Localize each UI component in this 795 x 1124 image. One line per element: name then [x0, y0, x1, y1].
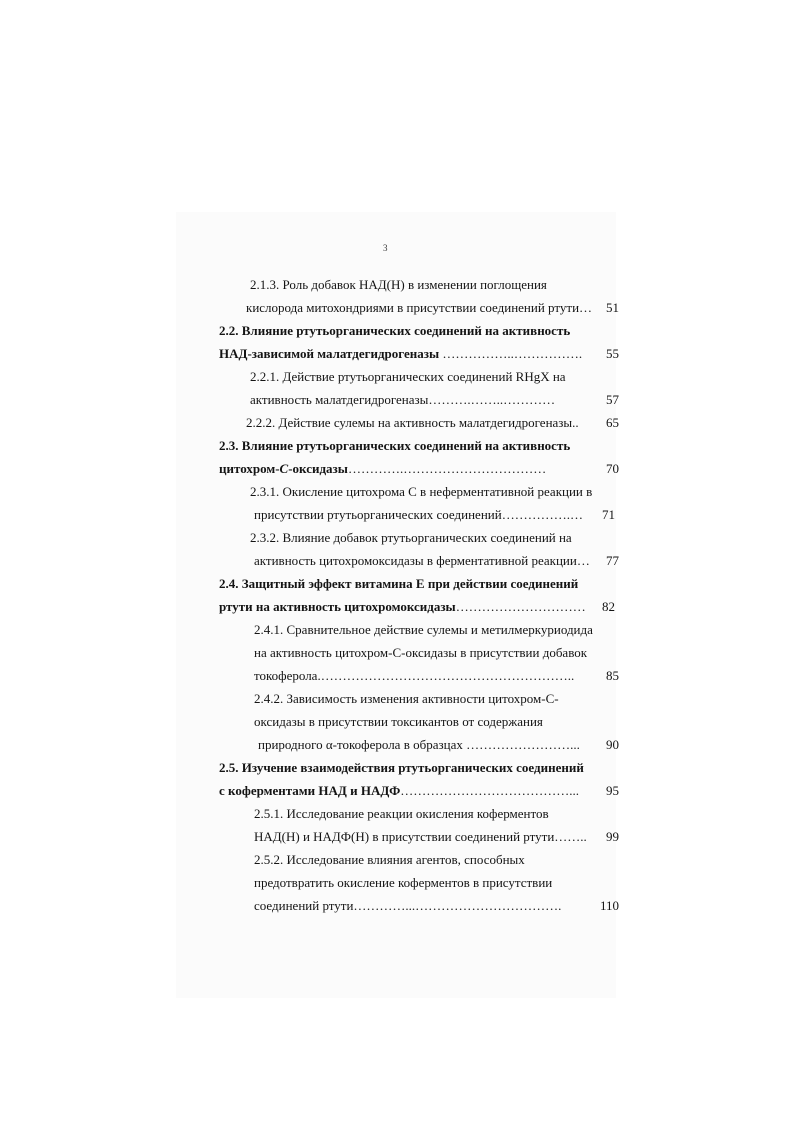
toc-line: цитохром-C-оксидазы………….……………………………	[219, 461, 547, 476]
toc-page-number: 110	[599, 898, 619, 913]
toc-line: предотвратить окисление коферментов в присутствии	[254, 875, 553, 890]
toc-line: 2.5.1. Исследование реакции окисления коферментов	[254, 806, 549, 821]
toc-line: 2.4.2. Зависимость изменения активности цитохром-C-	[254, 691, 559, 706]
toc-line: кислорода митохондриями в присутствии соединений ртути…	[246, 300, 593, 315]
toc-line: ртути на активность цитохромоксидазы…………………………	[219, 599, 586, 614]
toc-line: 2.2.1. Действие ртутьорганических соединений RHgX на	[250, 369, 566, 384]
toc-line: 2.5. Изучение взаимодействия ртутьорганических соединений	[219, 760, 584, 775]
toc-line: активность цитохромоксидазы в ферментативной реакции…	[254, 553, 590, 568]
toc-page-number: 65	[606, 415, 619, 430]
toc-page-number: 82	[602, 599, 615, 614]
toc-page-number: 99	[606, 829, 619, 844]
toc-line: 2.3.1. Окисление цитохрома C в неферментативной реакции в	[250, 484, 593, 499]
toc-line-bold: цитохром-C-оксидазы	[219, 461, 348, 476]
toc-page-number: 55	[606, 346, 619, 361]
toc-page-number: 77	[606, 553, 619, 568]
toc-line: природного α-токоферола в образцах ……………………...	[258, 737, 580, 752]
toc-line: 2.4. Защитный эффект витамина E при действии соединений	[219, 576, 579, 591]
toc-line: оксидазы в присутствии токсикантов от содержания	[254, 714, 543, 729]
toc-line: токоферола.…………………………………………………..	[254, 668, 575, 683]
toc-line-bold: с коферментами НАД и НАДФ	[219, 783, 401, 798]
toc-page-number: 71	[602, 507, 615, 522]
toc-page-number: 70	[606, 461, 619, 476]
toc-line-bold: НАД-зависимой малатдегидрогеназы	[219, 346, 440, 361]
toc-page-number: 51	[606, 300, 619, 315]
toc-line: НАД-зависимой малатдегидрогеназы ……………..…………….	[219, 346, 583, 361]
toc-line: присутствии ртутьорганических соединений…………….…	[254, 507, 583, 522]
toc-page-number: 57	[606, 392, 619, 407]
toc-page-number: 90	[606, 737, 619, 752]
toc-line: НАД(Н) и НАДФ(Н) в присутствии соединений ртути……..	[254, 829, 587, 844]
toc-line: 2.3.2. Влияние добавок ртутьорганических соединений на	[250, 530, 572, 545]
toc-line: активность малатдегидрогеназы……….……..…………	[250, 392, 556, 407]
toc-line: соединений ртути…………...…………………………….	[254, 898, 562, 913]
toc-line: на активность цитохром-C-оксидазы в присутствии добавок	[254, 645, 588, 660]
toc-line: 2.2. Влияние ртутьорганических соединений на активность	[219, 323, 571, 338]
toc-line: 2.4.1. Сравнительное действие сулемы и метилмеркуриодида	[254, 622, 593, 637]
toc-page-number: 85	[606, 668, 619, 683]
toc-line: 2.1.3. Роль добавок НАД(Н) в изменении поглощения	[250, 277, 547, 292]
toc-line: 2.3. Влияние ртутьорганических соединений на активность	[219, 438, 571, 453]
toc-line: 2.5.2. Исследование влияния агентов, способных	[254, 852, 525, 867]
toc-line: 2.2.2. Действие сулемы на активность малатдегидрогеназы..	[246, 415, 579, 430]
toc-line: с коферментами НАД и НАДФ…………………………………...	[219, 783, 580, 798]
toc-line-bold: ртути на активность цитохромоксидазы	[219, 599, 456, 614]
page-number: 3	[383, 243, 388, 253]
toc-page-number: 95	[606, 783, 619, 798]
